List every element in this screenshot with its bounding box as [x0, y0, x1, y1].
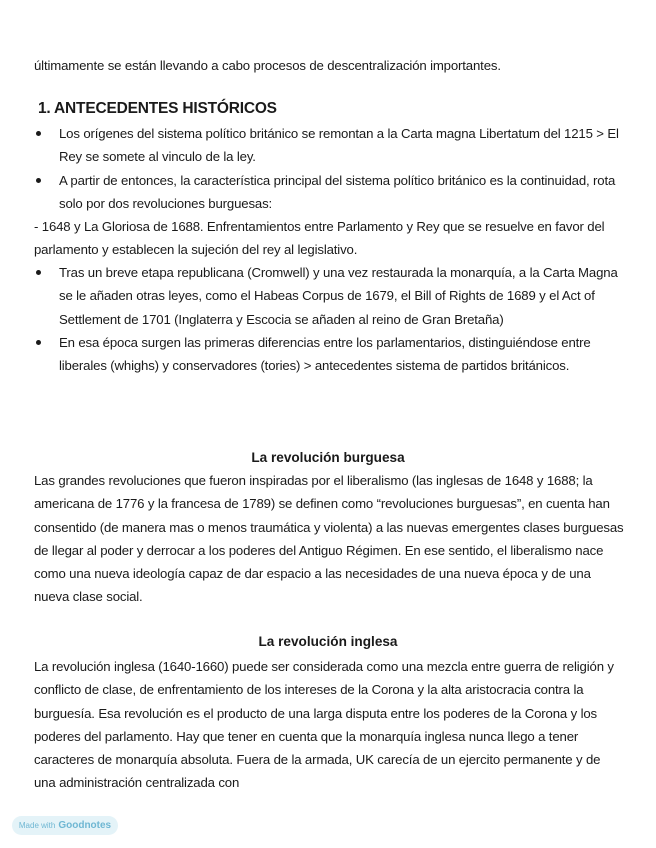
bullet-icon [36, 270, 41, 275]
section-heading-antecedentes: 1. ANTECEDENTES HISTÓRICOS [38, 100, 277, 117]
made-with-goodnotes-badge [12, 816, 118, 835]
dash-line: - 1648 y La Gloriosa de 1688. Enfrentamientos entre Parlamento y Rey que se resuelve en favor del parlamento y establecen la sujeción del rey al legislativo. [34, 219, 605, 258]
paragraph-burguesa: Las grandes revoluciones que fueron inspiradas por el liberalismo (las inglesas de 1648 y 1688; la americana de 1776 y la francesa de 1789) se definen como “revoluciones burguesas”, en cuenta han consentido (de manera mas o menos traumática y violenta) a las nuevas emergentes clases burguesas de llegar al poder y derrocar a los poderes del Antiguo Régimen. En ese sentido, el liberalismo nace como una nueva ideología capaz de dar espacio a las necesidades de una nueva época y de una nueva clase social. [34, 473, 624, 605]
bullet-icon [36, 178, 41, 183]
list-item [34, 169, 624, 216]
list-item [34, 261, 624, 331]
bullet-icon [36, 340, 41, 345]
list-item-text: Tras un breve etapa republicana (Cromwell) y una vez restaurada la monarquía, a la Carta Magna se le añaden otras leyes, como el Habeas Corpus de 1679, el Bill of Rights de 1689 y el Act of Settlement de 1701 (Inglaterra y Escocia se añaden al reino de Gran Bretaña) [59, 265, 618, 327]
bullet-list-a [34, 122, 624, 215]
bullet-icon [36, 131, 41, 136]
list-item-text: A partir de entonces, la característica principal del sistema político británico es la continuidad, rota solo por dos revoluciones burguesas: [59, 172, 616, 211]
bullet-list-b [34, 261, 624, 377]
list-item-text: Los orígenes del sistema político británico se remontan a la Carta magna Libertatum del 1215 > El Rey se somete al vinculo de la ley. [59, 126, 619, 165]
title-revolucion-inglesa: La revolución inglesa [258, 634, 398, 649]
list-item [34, 331, 624, 378]
paragraph-inglesa: La revolución inglesa (1640-1660) puede ser considerada como una mezcla entre guerra de religión y conflicto de clase, de enfrentamiento de los intereses de la Corona y la alta aristocracia contra la burguesía. Esa revolución es el producto de una larga disputa entre los poderes de la Corona y los poderes del parlamento. Hay que tener en cuenta que la monarquía inglesa nunca llego a tener caracteres de monarquía absoluta. Fuera de la armada, UK carecía de un ejercito permanente y de una administración centralizada con [34, 659, 614, 791]
list-item-text: En esa época surgen las primeras diferencias entre los parlamentarios, distinguiéndose entre liberales (whighs) y conservadores (tories) > antecedentes sistema de partidos británicos. [59, 334, 591, 374]
intro-line: últimamente se están llevando a cabo procesos de descentralización importantes. [34, 58, 501, 73]
title-revolucion-burguesa: La revolución burguesa [251, 450, 405, 465]
badge-brand: Goodnotes [58, 820, 112, 831]
badge-prefix: Made with [18, 821, 56, 830]
list-item [34, 122, 624, 169]
